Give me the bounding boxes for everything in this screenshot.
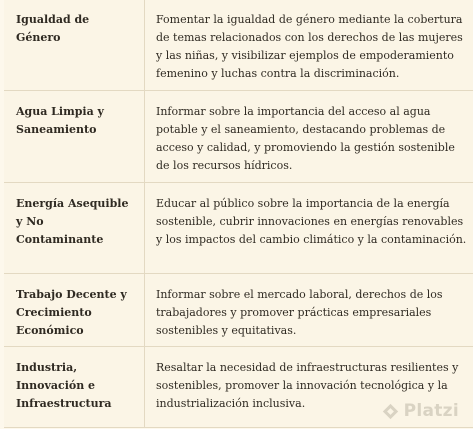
topic-cell: Igualdad de Género	[4, 0, 145, 90]
description-cell: Resaltar la necesidad de infraestructuras resilientes y sostenibles, promover la innovación tecnológica y la industrialización inclusiva.	[156, 361, 459, 410]
sdg-table	[4, 0, 473, 428]
platzi-logo-icon	[382, 403, 399, 420]
table-row	[4, 0, 473, 91]
topic-cell: Trabajo Decente y Crecimiento Económico	[4, 274, 145, 346]
description-cell: Informar sobre el mercado laboral, derechos de los trabajadores y promover prácticas empresariales sostenibles y equitativas.	[156, 288, 443, 337]
topic-cell: Industria, Innovación e Infraestructura	[4, 347, 145, 427]
topic-cell: Energía Asequible y No Contaminante	[4, 183, 145, 273]
table-row	[4, 274, 473, 347]
table-row	[4, 91, 473, 183]
description-cell: Informar sobre la importancia del acceso al agua potable y el saneamiento, destacando problemas de acceso y calidad, y promoviendo la gestión sostenible de los recursos hídricos.	[156, 105, 455, 172]
topic-cell: Agua Limpia y Saneamiento	[4, 91, 145, 182]
description-cell: Educar al público sobre la importancia de la energía sostenible, cubrir innovaciones en energías renovables y los impactos del cambio climático y la contaminación.	[156, 197, 467, 246]
watermark-text: Platzi	[403, 401, 459, 421]
table-row	[4, 183, 473, 274]
platzi-watermark	[382, 401, 459, 421]
description-cell: Fomentar la igualdad de género mediante la cobertura de temas relacionados con los derechos de las mujeres y las niñas, y visibilizar ejemplos de empoderamiento femenino y luchas contra la discriminación.	[156, 13, 463, 80]
